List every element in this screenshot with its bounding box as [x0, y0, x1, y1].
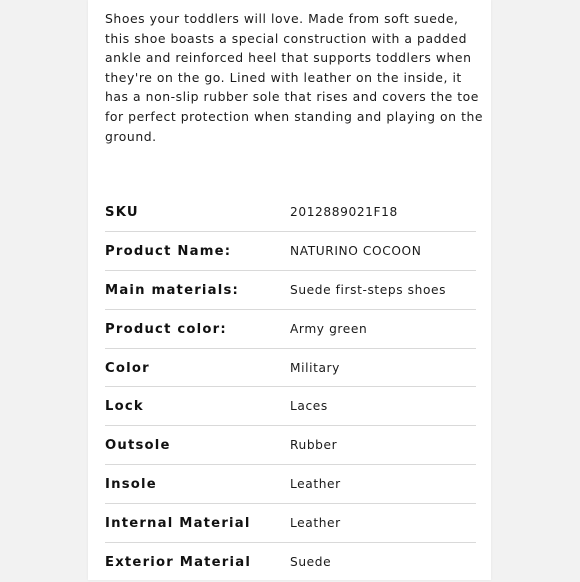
spec-label: Main materials: — [105, 282, 239, 298]
spec-label: Product Name: — [105, 243, 232, 259]
spec-label: Product color: — [105, 321, 227, 337]
spec-row-lock — [105, 387, 476, 426]
spec-row-product-color — [105, 310, 476, 349]
spec-value: NATURINO COCOON — [290, 243, 422, 258]
spec-value: Suede first-steps shoes — [290, 282, 447, 297]
spec-value: Leather — [290, 516, 341, 531]
spec-row-outsole — [105, 426, 476, 465]
spec-row-sku — [105, 193, 476, 232]
spec-row-color — [105, 349, 476, 388]
spec-label: Color — [105, 360, 150, 376]
spec-label: SKU — [105, 205, 139, 220]
spec-label: Lock — [105, 399, 144, 415]
spec-value: Leather — [290, 477, 341, 492]
product-description: Shoes your toddlers will love. Made from soft suede, this shoe boasts a special construction with a padded ankle and reinforced heel that supports toddlers when they're on the go. Lined with leather on the inside, it has a non-slip rubber sole that rises and covers the toe for perfect protection when standing and playing on the ground. — [105, 11, 484, 144]
spec-value: 2012889021F18 — [290, 205, 398, 219]
spec-value: Army green — [290, 321, 368, 336]
spec-row-main-materials — [105, 271, 476, 310]
spec-value: Laces — [290, 399, 328, 414]
spec-value: Military — [290, 360, 340, 375]
spec-value: Rubber — [290, 438, 338, 453]
spec-row-internal-material — [105, 504, 476, 543]
spec-label: Internal Material — [105, 516, 251, 532]
spec-row-exterior-material — [105, 543, 476, 582]
product-specs-table — [105, 193, 476, 582]
spec-row-insole — [105, 465, 476, 504]
spec-label: Outsole — [105, 438, 171, 454]
spec-label: Exterior Material — [105, 555, 252, 571]
spec-value: Suede — [290, 555, 332, 570]
spec-row-product-name — [105, 232, 476, 271]
spec-label: Insole — [105, 477, 157, 493]
